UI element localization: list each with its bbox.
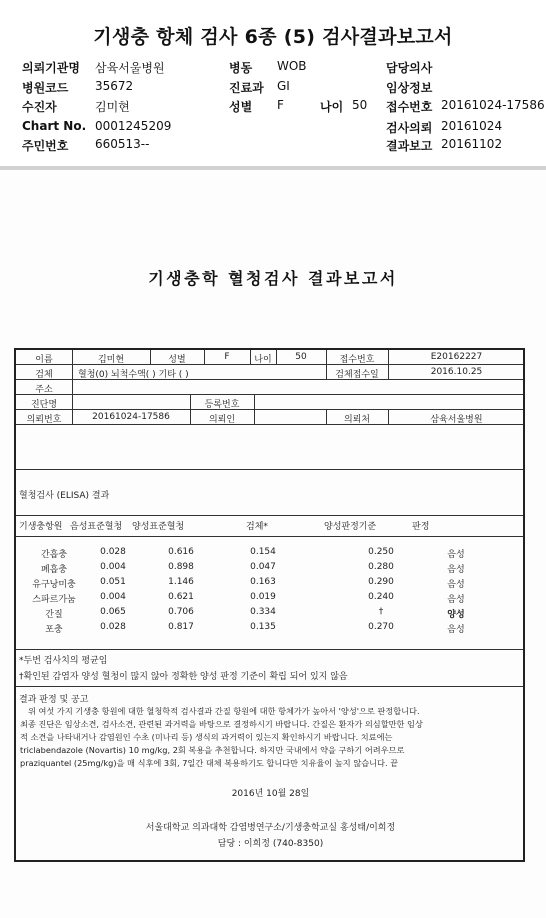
- resident-id-value: 660513--: [95, 137, 150, 151]
- report-date: 2016년 10월 28일: [231, 789, 310, 799]
- report-title: 기생충 항체 검사 6종 (5) 검사결과보고서: [93, 26, 453, 48]
- opinion-line: 최종 진단은 임상소견, 검사소견, 관련된 과거력을 바탕으로 결정하시기 바랍니다. 간질은 환자가 의심할만한 임상: [20, 719, 423, 729]
- request-date-label: 검사의뢰: [386, 121, 433, 135]
- subject-label: 수진자: [22, 100, 57, 114]
- receipt-no-label: 접수번호: [386, 100, 433, 114]
- name-value: 김미현: [97, 355, 125, 365]
- col-antigen: 기생충항원: [19, 522, 63, 532]
- age-value: 50: [352, 98, 368, 112]
- resident-id-label: 주민번호: [22, 139, 69, 153]
- opinion-line: 적 소견을 나타내거나 감염원인 수초 (미나리 등) 생식의 과거력이 있는지 확인하시기 바랍니다. 치료에는: [20, 732, 393, 742]
- opinion-line: triclabendazole (Novartis) 10 mg/kg, 2회 복용을 추천합니다. 하지만 국내에서 약을 구하기 어려우므로: [20, 745, 405, 755]
- req-no-value: 20161024-17586: [92, 412, 170, 422]
- institution-value: 삼육서울병원: [95, 61, 165, 75]
- dept-value: GI: [277, 79, 290, 93]
- doc-sex-value: F: [224, 352, 230, 362]
- specimen-value: 혈청(0) 뇌척수액( ) 기타 ( ): [78, 370, 189, 380]
- col-sample: 검체*: [246, 522, 268, 532]
- clinical-info-label: 임상정보: [386, 81, 433, 95]
- col-negative-control: 음성표준혈청: [70, 522, 123, 532]
- footnote-average: *두번 검사치의 평균임: [19, 656, 108, 666]
- diagnosis-label: 진단명: [30, 400, 58, 410]
- subject-value: 김미현: [95, 100, 130, 114]
- request-date-value: 20161024: [441, 119, 503, 133]
- sex-value: F: [277, 98, 284, 112]
- col-positive-control: 양성표준혈청: [132, 522, 185, 532]
- doc-receipt-value: E20162227: [430, 352, 483, 362]
- footnote-dagger: †확인된 감염자 양성 혈청이 많지 않아 정확한 양성 판정 기준이 확립 되어 있지 않음: [19, 672, 348, 682]
- registration-label: 등록번호: [204, 400, 240, 410]
- opinion-line: 위 여섯 가지 기생충 항원에 대한 혈청학적 검사결과 간질 항원에 대한 항체가가 높아서 '양성'으로 판정합니다.: [28, 706, 420, 716]
- receipt-no-value: 20161024-17586: [441, 98, 545, 112]
- institution-label: 의뢰기관명: [22, 61, 80, 75]
- address-label: 주소: [35, 385, 53, 395]
- signature: 서울대학교 의과대학 감염병연구소/기생충학교실 홍성태/이희정: [145, 823, 396, 833]
- doc-age-label: 나이: [254, 355, 272, 365]
- ward-label: 병동: [229, 61, 253, 75]
- specimen-date-value: 2016.10.25: [430, 367, 483, 377]
- chart-no-label: Chart No.: [22, 119, 87, 133]
- opinion-heading: 결과 판정 및 공고: [19, 695, 89, 705]
- hospital-code-label: 병원코드: [22, 81, 69, 95]
- req-place-label: 의뢰처: [343, 415, 371, 425]
- col-cutoff: 양성판정기준: [324, 522, 377, 532]
- requester-label: 의뢰인: [208, 415, 236, 425]
- col-judgement: 판정: [412, 522, 430, 532]
- contact: 담당 : 이희정 (740-8350): [217, 839, 324, 849]
- document-title: 기생충학 혈청검사 결과보고서: [148, 269, 398, 288]
- report-form: 이름 김미현 성별 F 나이 50 접수번호 E20162227 검체 혈청(0) 뇌척수액( ) 기타 ( ) 검체접수일 2016.10.25 주소 진단명 등록번호 의뢰번호 20161024-17586 의뢰인 의뢰처 삼육서울병원 혈청검사 (ELISA) 결과 기생충항원 음성표준혈청 양성표준혈청 검체* 양성판정기준 판정 간흡충 0.028 0.616 0.154 0.250 음성 폐흡충 0.004 0.898 0.047 0.280 음성 유구낭미충 0.051 1.146 0.163 0.290 음성 스파르가눔 0.004 0.621 0.019 0.240 음성 간질 0.065 0.706 0.334 † 양성 포충 0.028 0.817 0.135 0.270 음성 *두번 검사치의 평균임 †확인된 감염자 양성 혈청이 많지 않아 정확한 양성 판정 기준이 확립 되어 있지 않음 결과 판정 및 공고 위 여섯 가지 기생충 항원에 대한 혈청학적 검사결과 간질 항원에 대한 항체가가 높아서 '양성'으로 판정합니다. 최종 진단은 임상소견, 검사소견, 관련된 과거력을 바탕으로 결정하시기 바랍니다. 간질은 환자가 의심할만한 임상 적 소견을 나타내거나 감염원인 수초 (미나리 등) 생식의 과거력이 있는지 확인하시기 바랍니다. 치료에는 triclabendazole (Novartis) 10 mg/kg, 2회 복용을 추천합니다. 하지만 국내에서 약을 구하기 어려우므로 praziquantel (25mg/kg)을 매 식후에 3회, 7일간 대체 복용하기도 합니다만 치유율이 높지 않습니다. 끝 2016년 10월 28일 서울대학교 의과대학 감염병연구소/기생충학교실 홍성태/이희정 담당 : 이희정 (740-8350): [14, 348, 525, 862]
- req-no-label: 의뢰번호: [26, 415, 62, 425]
- report-header: [0, 0, 546, 166]
- req-place-value: 삼육서울병원: [430, 415, 483, 425]
- specimen-label: 검체: [35, 370, 53, 380]
- age-label: 나이: [320, 100, 344, 114]
- ward-value: WOB: [277, 59, 307, 73]
- sex-label: 성별: [229, 100, 253, 114]
- dept-label: 진료과: [229, 81, 264, 95]
- scanned-report-page: [0, 170, 546, 918]
- doc-receipt-label: 접수번호: [339, 355, 375, 365]
- hospital-code-value: 35672: [95, 79, 134, 93]
- chart-no-value: 0001245209: [95, 119, 172, 133]
- doc-age-value: 50: [295, 352, 307, 362]
- elisa-heading: 혈청검사 (ELISA) 결과: [19, 491, 110, 501]
- doc-sex-label: 성별: [168, 355, 186, 365]
- doctor-label: 담당의사: [386, 61, 433, 75]
- specimen-date-label: 검체접수일: [335, 370, 379, 380]
- result-date-label: 결과보고: [386, 139, 433, 153]
- opinion-line: praziquantel (25mg/kg)을 매 식후에 3회, 7일간 대체 복용하기도 합니다만 치유율이 높지 않습니다. 끝: [20, 758, 399, 768]
- result-date-value: 20161102: [441, 137, 503, 151]
- name-label: 이름: [35, 355, 53, 365]
